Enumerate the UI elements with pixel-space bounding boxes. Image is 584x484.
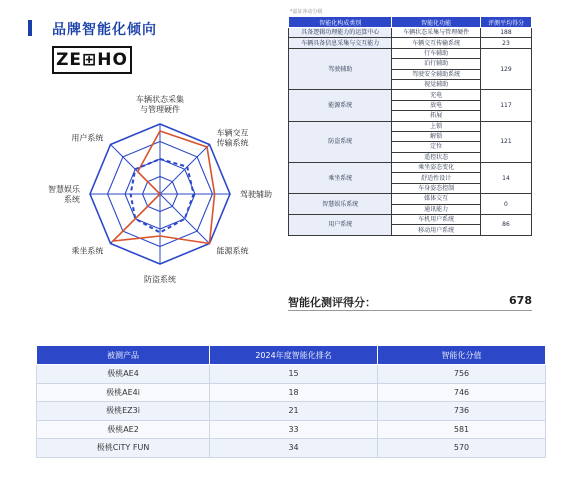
spec-category-cell: 能源系统 [289,90,392,121]
radar-axis-label [48,184,81,204]
spec-row [289,194,532,204]
score-value: 678 [509,294,532,307]
spec-category-cell: 具备逻辑功理能力的运算中心 [289,28,392,38]
spec-category-cell: 防盗系统 [289,121,392,163]
spec-category-cell: 车辆具备信息采集与交互能力 [289,38,392,48]
spec-count-cell: 86 [480,215,531,236]
spec-row [289,163,532,173]
table-row [37,365,546,384]
rank-score-cell: 746 [378,383,546,402]
spec-header-score: 评测平均得分 [480,17,531,28]
spec-row [289,121,532,131]
spec-count-cell: 0 [480,194,531,215]
table-note: *嘉证冲动分级 [290,9,323,15]
radar-axis-label-line: 车辆交互 [216,128,249,138]
spec-category-cell: 驾驶辅助 [289,48,392,90]
table-row [37,383,546,402]
table-row [37,439,546,458]
spec-count-cell: 117 [480,90,531,121]
rank-header-rank: 2024年度智能化排名 [210,346,378,365]
rank-product-cell: 极桃EZ3i [37,402,210,421]
rank-product-cell: 极桃AE4 [37,365,210,384]
spec-category-cell: 乘坐系统 [289,163,392,194]
spec-row [289,215,532,225]
radar-axis-label [71,132,103,142]
spec-feature-cell: 定位 [392,142,480,152]
radar-axis-label [136,94,184,114]
spec-header-feature: 智能化功能 [392,17,480,28]
rank-product-cell: 极桃AE4i [37,383,210,402]
spec-feature-cell: 放电 [392,100,480,110]
spec-category-cell: 智慧娱乐系统 [289,194,392,215]
spec-feature-cell: 行车辅助 [392,48,480,58]
radar-axis-label-line: 乘坐系统 [71,246,104,256]
spec-feature-cell: 车机用户系统 [392,215,480,225]
spec-feature-cell: 车辆交互传输系统 [392,38,480,48]
spec-feature-cell: 拓展 [392,111,480,121]
radar-axis-label [217,246,249,256]
spec-count-cell: 129 [480,48,531,90]
rank-position-cell: 21 [210,402,378,421]
spec-feature-cell: 解锁 [392,131,480,141]
table-row [37,420,546,439]
spec-feature-cell: 通讯能力 [392,204,480,214]
radar-axis-label-line: 智慧娱乐 [48,185,80,194]
spec-category-cell: 用户系统 [289,215,392,236]
spec-count-cell: 23 [480,38,531,48]
radar-axis-label-line: 用户系统 [71,133,104,143]
rank-position-cell: 34 [210,439,378,458]
rank-header-score: 智能化分值 [378,346,546,365]
radar-axis-label-line: 防盗系统 [144,275,176,284]
brand-logo: ZE⊞HO [52,46,132,74]
score-row [288,294,532,310]
spec-count-cell: 14 [480,163,531,194]
ranking-table [36,345,546,458]
spec-count-cell: 188 [480,28,531,38]
rank-score-cell: 736 [378,402,546,421]
table-row [37,402,546,421]
spec-row [289,48,532,58]
section-title: 品牌智能化倾向 [52,22,157,38]
radar-axis-label-line: 传输系统 [216,138,249,148]
spec-row [289,28,532,38]
spec-feature-cell: 舒适性设计 [392,173,480,183]
spec-feature-cell: 乘坐姿态变化 [392,163,480,173]
rank-score-cell: 570 [378,439,546,458]
radar-axis-label-line: 能源系统 [216,246,249,256]
spec-feature-cell: 泊行辅助 [392,59,480,69]
spec-feature-cell: 驾驶安全辅助系统 [392,69,480,79]
radar-axis-label [144,274,176,284]
spec-feature-cell: 车辆状态采集与管理硬件 [392,28,480,38]
spec-feature-cell: 视觉辅助 [392,79,480,89]
radar-chart [0,88,290,300]
spec-table [288,16,532,236]
radar-axis-label [240,189,272,199]
spec-feature-cell: 移动用户系统 [392,225,480,235]
rank-header-product: 被测产品 [37,346,210,365]
title-accent-bar [28,20,32,36]
rank-score-cell: 581 [378,420,546,439]
radar-axis-label-line: 驾驶辅助 [240,190,272,199]
spec-count-cell: 121 [480,121,531,163]
spec-feature-cell: 车身姿态控制 [392,183,480,193]
radar-axis-label [71,246,103,256]
rank-product-cell: 极桃AE2 [37,420,210,439]
spec-row [289,38,532,48]
rank-position-cell: 33 [210,420,378,439]
rank-position-cell: 15 [210,365,378,384]
rank-position-cell: 18 [210,383,378,402]
spec-feature-cell: 上锁 [392,121,480,131]
rank-score-cell: 756 [378,365,546,384]
spec-feature-cell: 遥控状态 [392,152,480,162]
rank-product-cell: 极桃CiTY FUN [37,439,210,458]
spec-feature-cell: 充电 [392,90,480,100]
radar-axis-label [217,127,249,147]
spec-header-category: 智能化构成类别 [289,17,392,28]
score-label: 智能化测评得分： [288,296,376,309]
spec-feature-cell: 媒体交互 [392,194,480,204]
spec-row [289,90,532,100]
radar-axis-label-line: 与管理硬件 [140,105,180,114]
score-divider [288,310,532,311]
radar-axis-label-line: 系统 [64,195,80,204]
radar-axis-label-line: 车辆状态采集 [136,95,184,104]
